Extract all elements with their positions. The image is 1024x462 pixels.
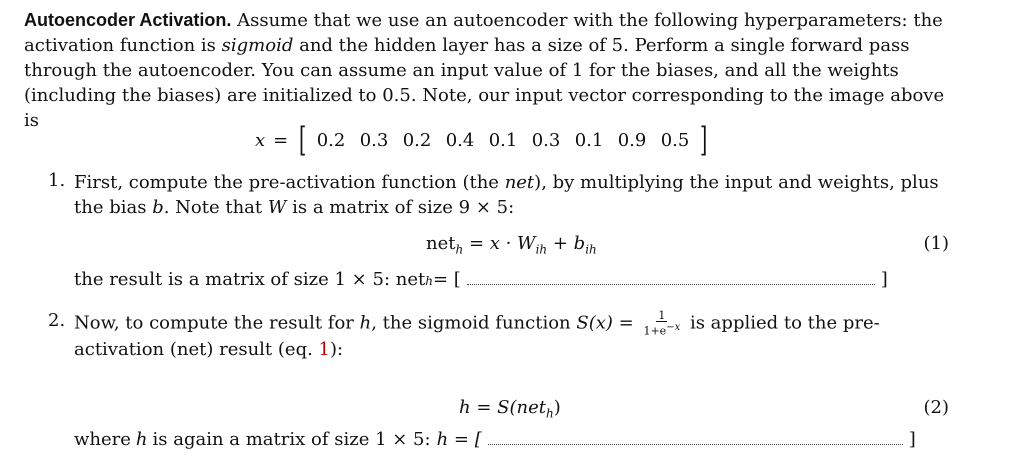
equation-2 [459,397,561,421]
result-1-sub-h: h [425,274,433,288]
eq1-sub-h: h [455,242,464,257]
item-2-text [74,310,952,362]
item-2-text-d: ): [330,338,344,360]
eq1-plus-b: + b [547,233,586,254]
fraction-den-base: 1+e [643,324,667,338]
item-1-text-b: ), by multiplying the input and weights, plus the bias [74,172,939,218]
fraction-numerator: 1 [658,309,666,322]
vector-value: 0.3 [359,129,389,151]
item-2-number: 2. [48,310,66,331]
bias-term: b [152,197,164,218]
fraction-exponent: −x [666,322,681,333]
item-1-text [74,170,952,220]
result-1-line [74,269,888,290]
item-2-text-a: Now, to compute the result for [74,312,354,334]
equation-1 [426,233,597,257]
result-1-answer-blank[interactable] [467,270,875,285]
h-term: h [359,312,372,334]
eq1-sub-ih-2: ih [585,242,597,257]
input-vector-equation [255,120,710,160]
section-heading: Autoencoder Activation. [24,10,232,30]
vector-value: 0.9 [617,129,647,151]
vector-values [310,130,697,151]
vector-value: 0.2 [402,129,432,151]
intro-paragraph [24,8,954,133]
eq2-sub-h: h [545,406,554,421]
fraction-denominator [643,322,680,337]
item-2-text-b: , the sigmoid function [371,312,571,334]
vector-close-bracket: ] [699,120,707,160]
vector-value: 0.3 [531,129,561,151]
result-1-eq: = [ [432,269,461,290]
weight-matrix-term: W [267,197,287,218]
result-2-text-a: where [74,429,131,450]
result-2-close: ] [908,429,916,450]
result-2-answer-blank[interactable] [488,430,903,445]
vector-value: 0.1 [488,129,518,151]
vector-open-bracket: [ [299,120,307,160]
item-1-text-d: is a matrix of size 9 × 5: [292,197,515,218]
intro-text-1: Assume that we use an autoencoder with the following hyperparameters: the activation function is [24,10,943,56]
vector-value: 0.2 [316,129,346,151]
equation-2-number: (2) [923,397,949,418]
result-1-text: the result is a matrix of size 1 × 5: net [74,269,426,290]
equation-1-reference-link[interactable]: 1 [318,338,330,360]
eq1-sub-ih: ih [535,242,548,257]
item-1-text-c: . Note that [163,197,263,218]
vector-variable: x [255,129,266,151]
result-2-text-b: is again a matrix of size 1 × 5: [152,429,431,450]
result-2-h: h [135,429,148,450]
intro-text-2: and the hidden layer has a size of 5. Perform a single forward pass through the autoencoder. You can assume an input value of 1 for the biases, and all the weights (including the biases) are initialized to 0.5. Note, our input vector corresponding to the image above is [24,35,945,131]
item-1-text-a: First, compute the pre-activation function (the [74,172,499,193]
eq1-rest: = x · W [463,233,536,254]
vector-equals: = [273,129,289,151]
equation-1-number: (1) [923,233,949,254]
eq2-close: ) [553,397,561,418]
activation-name: sigmoid [221,35,294,56]
sigmoid-fraction [643,310,680,337]
result-1-close: ] [880,269,888,290]
eq2-body: h = S(net [459,397,546,418]
sigmoid-definition: S(x) = [576,312,634,334]
vector-value: 0.5 [660,129,690,151]
vector-value: 0.4 [445,129,475,151]
eq1-net: net [426,233,456,254]
net-term: net [504,172,535,193]
item-2-text-c: is applied to the pre-activation (net) result (eq. [74,312,880,360]
item-1-number: 1. [48,170,66,191]
result-2-line [74,429,916,450]
result-2-eq: h = [ [436,429,482,450]
vector-value: 0.1 [574,129,604,151]
